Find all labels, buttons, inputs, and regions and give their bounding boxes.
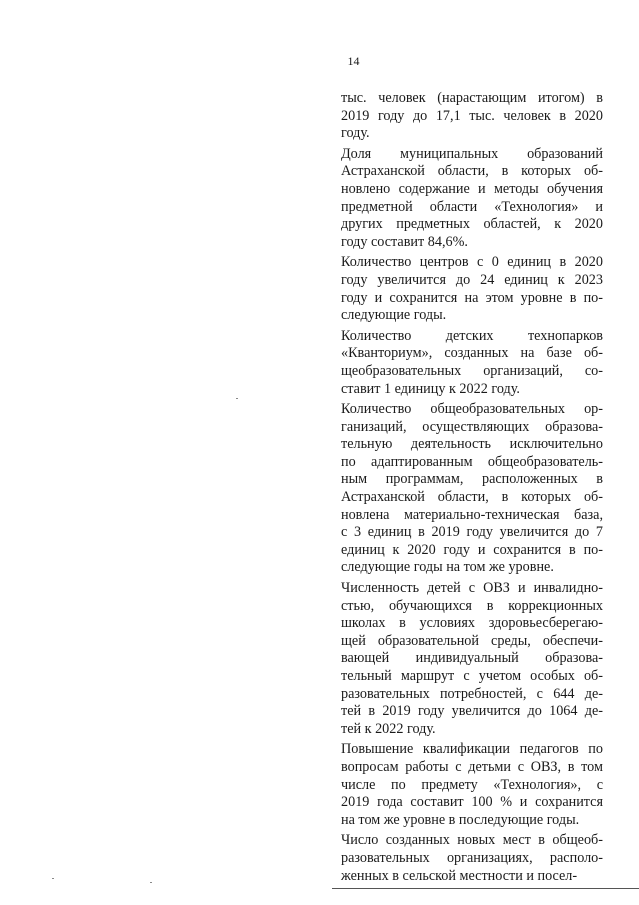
text-line: разовательных организациях, располо-	[341, 849, 603, 866]
text-line: году.	[341, 125, 370, 142]
text-line: 2019 года составит 100 % и сохранится	[341, 794, 603, 811]
bottom-divider	[332, 888, 639, 889]
text-line: тельную деятельность исключительно	[341, 436, 603, 453]
text-line: тей к 2022 году.	[341, 720, 436, 737]
text-line: 2019 году до 17,1 тыс. человек в 2020	[341, 107, 603, 124]
paragraph	[341, 146, 603, 252]
text-line: тей в 2019 году увеличится до 1064 де-	[341, 703, 603, 720]
text-line: Повышение квалификации педагогов по	[341, 741, 603, 758]
text-line: Доля муниципальных образований	[341, 145, 603, 162]
text-line: единиц к 2020 году и сохранится в по-	[341, 541, 603, 558]
text-line: разовательных потребностей, с 644 де-	[341, 685, 603, 702]
text-line: Астраханской области, в которых об-	[341, 163, 603, 180]
text-line: числе по предмету «Технология», с	[341, 776, 603, 793]
text-line: ставит 1 единицу к 2022 году.	[341, 380, 520, 397]
text-line: щеобразовательных организаций, со-	[341, 362, 603, 379]
paragraph	[341, 741, 603, 829]
text-line: стью, обучающихся в коррекционных	[341, 597, 603, 614]
text-line: тельный маршрут с учетом особых об-	[341, 668, 603, 684]
text-line: на том же уровне в последующие годы.	[341, 811, 580, 828]
paragraph	[341, 832, 603, 885]
text-line: году и сохранится на этом уровне в по-	[341, 289, 603, 306]
text-line: следующие годы на том же уровне.	[341, 559, 554, 576]
text-line: щей образовательной среды, обеспечи-	[341, 632, 603, 649]
text-line: году составит 84,6%.	[341, 233, 468, 250]
text-line: Количество центров с 0 единиц в 2020	[341, 254, 603, 271]
text-line: Число созданных новых мест в общеоб-	[341, 832, 603, 849]
scan-speck	[52, 878, 54, 879]
paragraph	[341, 254, 603, 324]
paragraph	[341, 90, 603, 143]
text-line: других предметных областей, к 2020	[341, 216, 603, 233]
text-line: новлена материально-техническая база,	[341, 506, 603, 523]
text-line: школах в условиях здоровьесберегаю-	[341, 615, 603, 632]
text-line: новлено содержание и методы обучения	[341, 180, 603, 197]
text-line: тыс. человек (нарастающим итогом) в	[341, 90, 603, 106]
text-line: Количество детских технопарков	[341, 327, 603, 344]
text-line: Астраханской области, в которых об-	[341, 489, 603, 506]
text-line: женных в сельской местности и посел-	[341, 867, 578, 884]
paragraph	[341, 401, 603, 577]
text-line: году увеличится до 24 единиц к 2023	[341, 271, 603, 288]
text-line: по адаптированным общеобразователь-	[341, 453, 603, 470]
text-line: Численность детей с ОВЗ и инвалидно-	[341, 580, 603, 597]
scan-speck	[236, 398, 238, 399]
text-line: вающей индивидуальный образова-	[341, 650, 603, 667]
text-line: предметной области «Технология» и	[341, 198, 603, 215]
page-number: 14	[347, 54, 360, 68]
text-line: вопросам работы с детьми с ОВЗ, в том	[341, 758, 603, 775]
text-line: «Кванториум», созданных на базе об-	[341, 345, 603, 362]
scan-speck	[150, 882, 152, 883]
paragraph	[341, 580, 603, 738]
document-body	[341, 90, 603, 888]
text-line: с 3 единиц в 2019 году увеличится до 7	[341, 524, 603, 541]
text-line: Количество общеобразовательных ор-	[341, 401, 603, 418]
text-line: следующие годы.	[341, 307, 447, 324]
text-line: ным программам, расположенных в	[341, 471, 603, 488]
paragraph	[341, 328, 603, 398]
text-line: ганизаций, осуществляющих образова-	[341, 418, 603, 435]
